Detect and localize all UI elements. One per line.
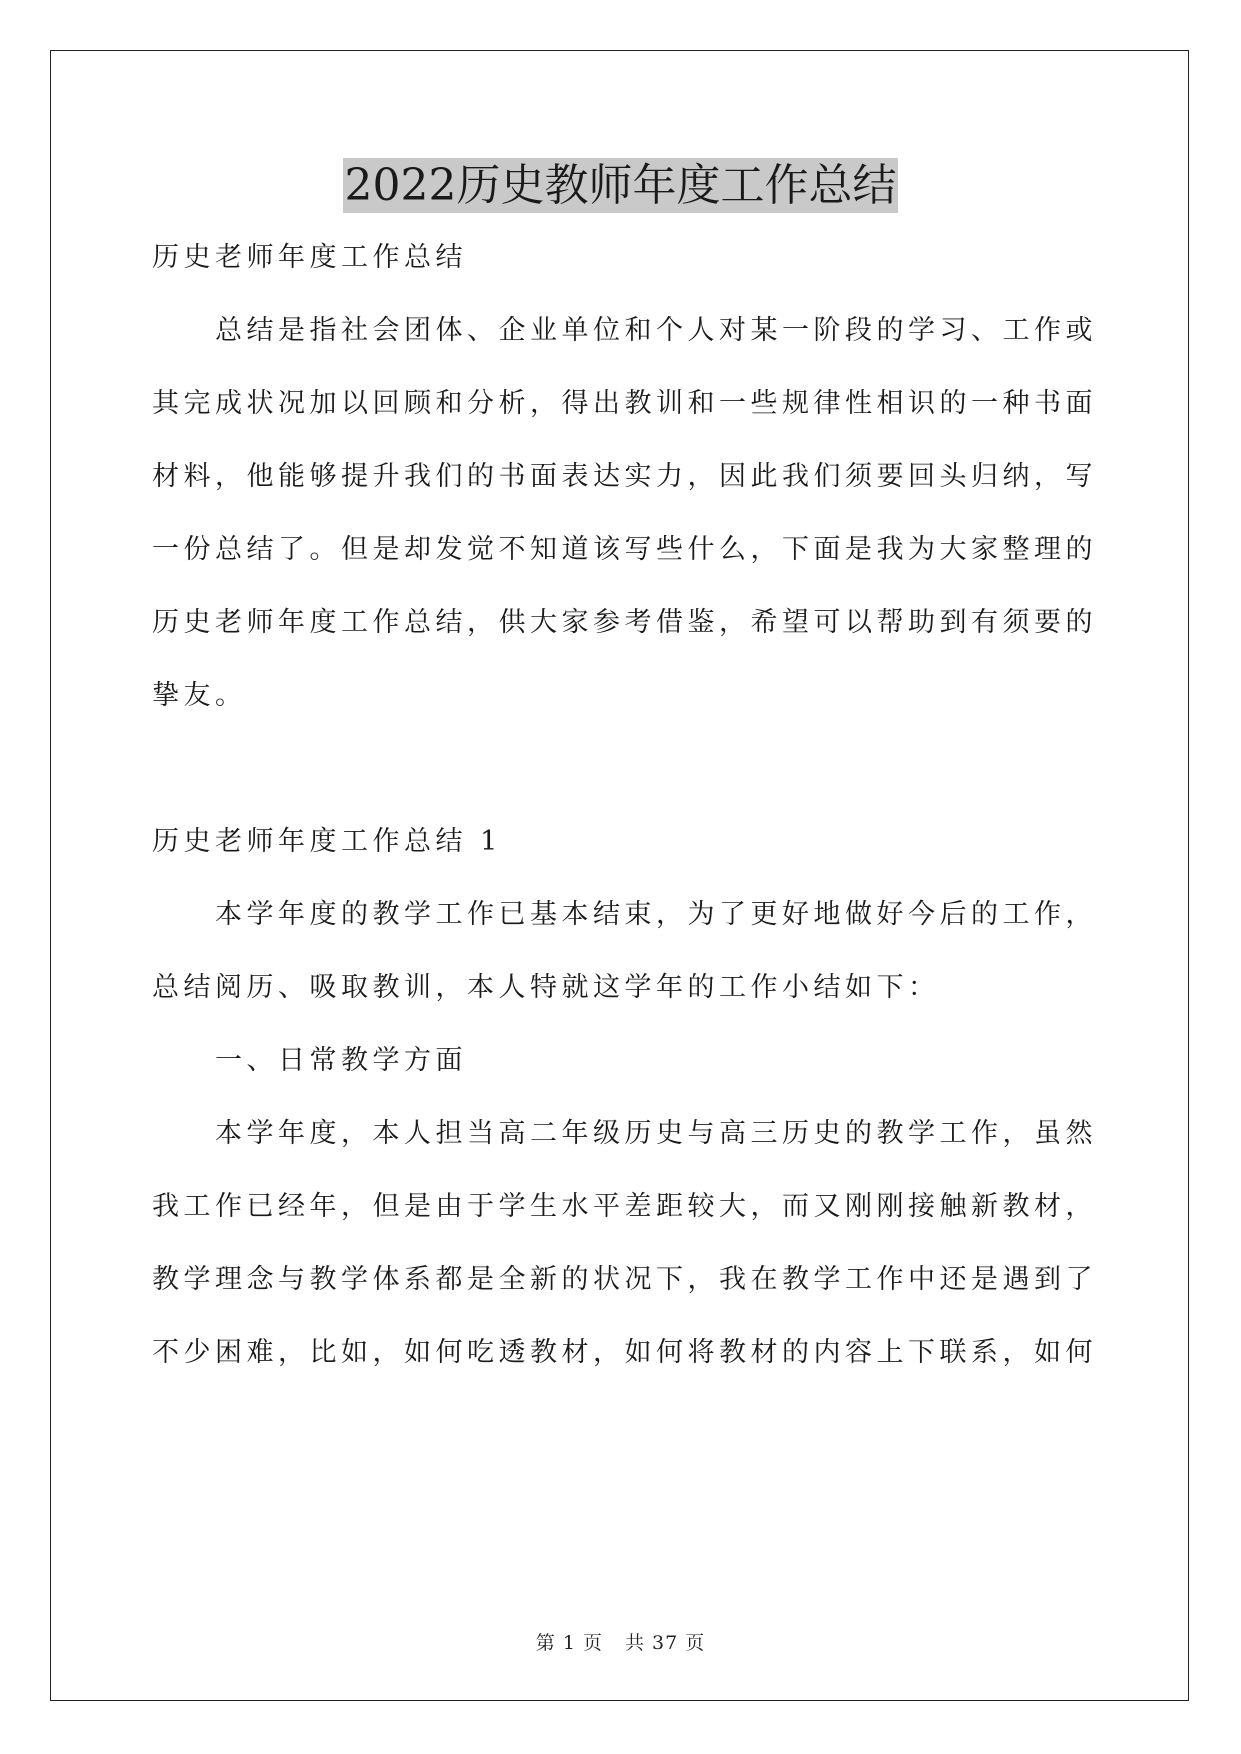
page-number: 第 1 页 (535, 1632, 603, 1654)
text-line: 不少困难，比如，如何吃透教材，如何将教材的内容上下联系，如何 (152, 1337, 1097, 1368)
document-title-text: 2022历史教师年度工作总结 (344, 160, 897, 211)
text-line: 一份总结了。但是却发觉不知道该写些什么，下面是我为大家整理的 (152, 534, 1097, 565)
text-line: 历史老师年度工作总结，供大家参考借鉴，希望可以帮助到有须要的 (152, 607, 1097, 638)
section-heading: 历史老师年度工作总结 1 (152, 826, 502, 857)
page-footer (0, 1628, 1241, 1655)
page-border (50, 50, 1189, 1701)
page-total: 共 37 页 (624, 1632, 706, 1654)
text-line: 历史老师年度工作总结 (152, 242, 467, 273)
text-line: 其完成状况加以回顾和分析，得出教训和一些规律性相识的一种书面 (152, 388, 1097, 419)
text-line: 总结阅历、吸取教训，本人特就这学年的工作小结如下： (152, 972, 940, 1003)
text-line: 本学年度，本人担当高二年级历史与高三历史的教学工作，虽然 (152, 1118, 1097, 1149)
text-line: 本学年度的教学工作已基本结束，为了更好地做好今后的工作， (152, 899, 1097, 930)
subsection-heading: 一、日常教学方面 (152, 1045, 467, 1076)
document-title (0, 158, 1241, 214)
text-line: 总结是指社会团体、企业单位和个人对某一阶段的学习、工作或 (152, 315, 1097, 346)
text-line: 材料，他能够提升我们的书面表达实力，因此我们须要回头归纳，写 (152, 461, 1097, 492)
text-line: 挚友。 (152, 680, 247, 711)
text-line: 我工作已经年，但是由于学生水平差距较大，而又刚刚接触新教材， (152, 1191, 1097, 1222)
text-line: 教学理念与教学体系都是全新的状况下，我在教学工作中还是遇到了 (152, 1264, 1097, 1295)
